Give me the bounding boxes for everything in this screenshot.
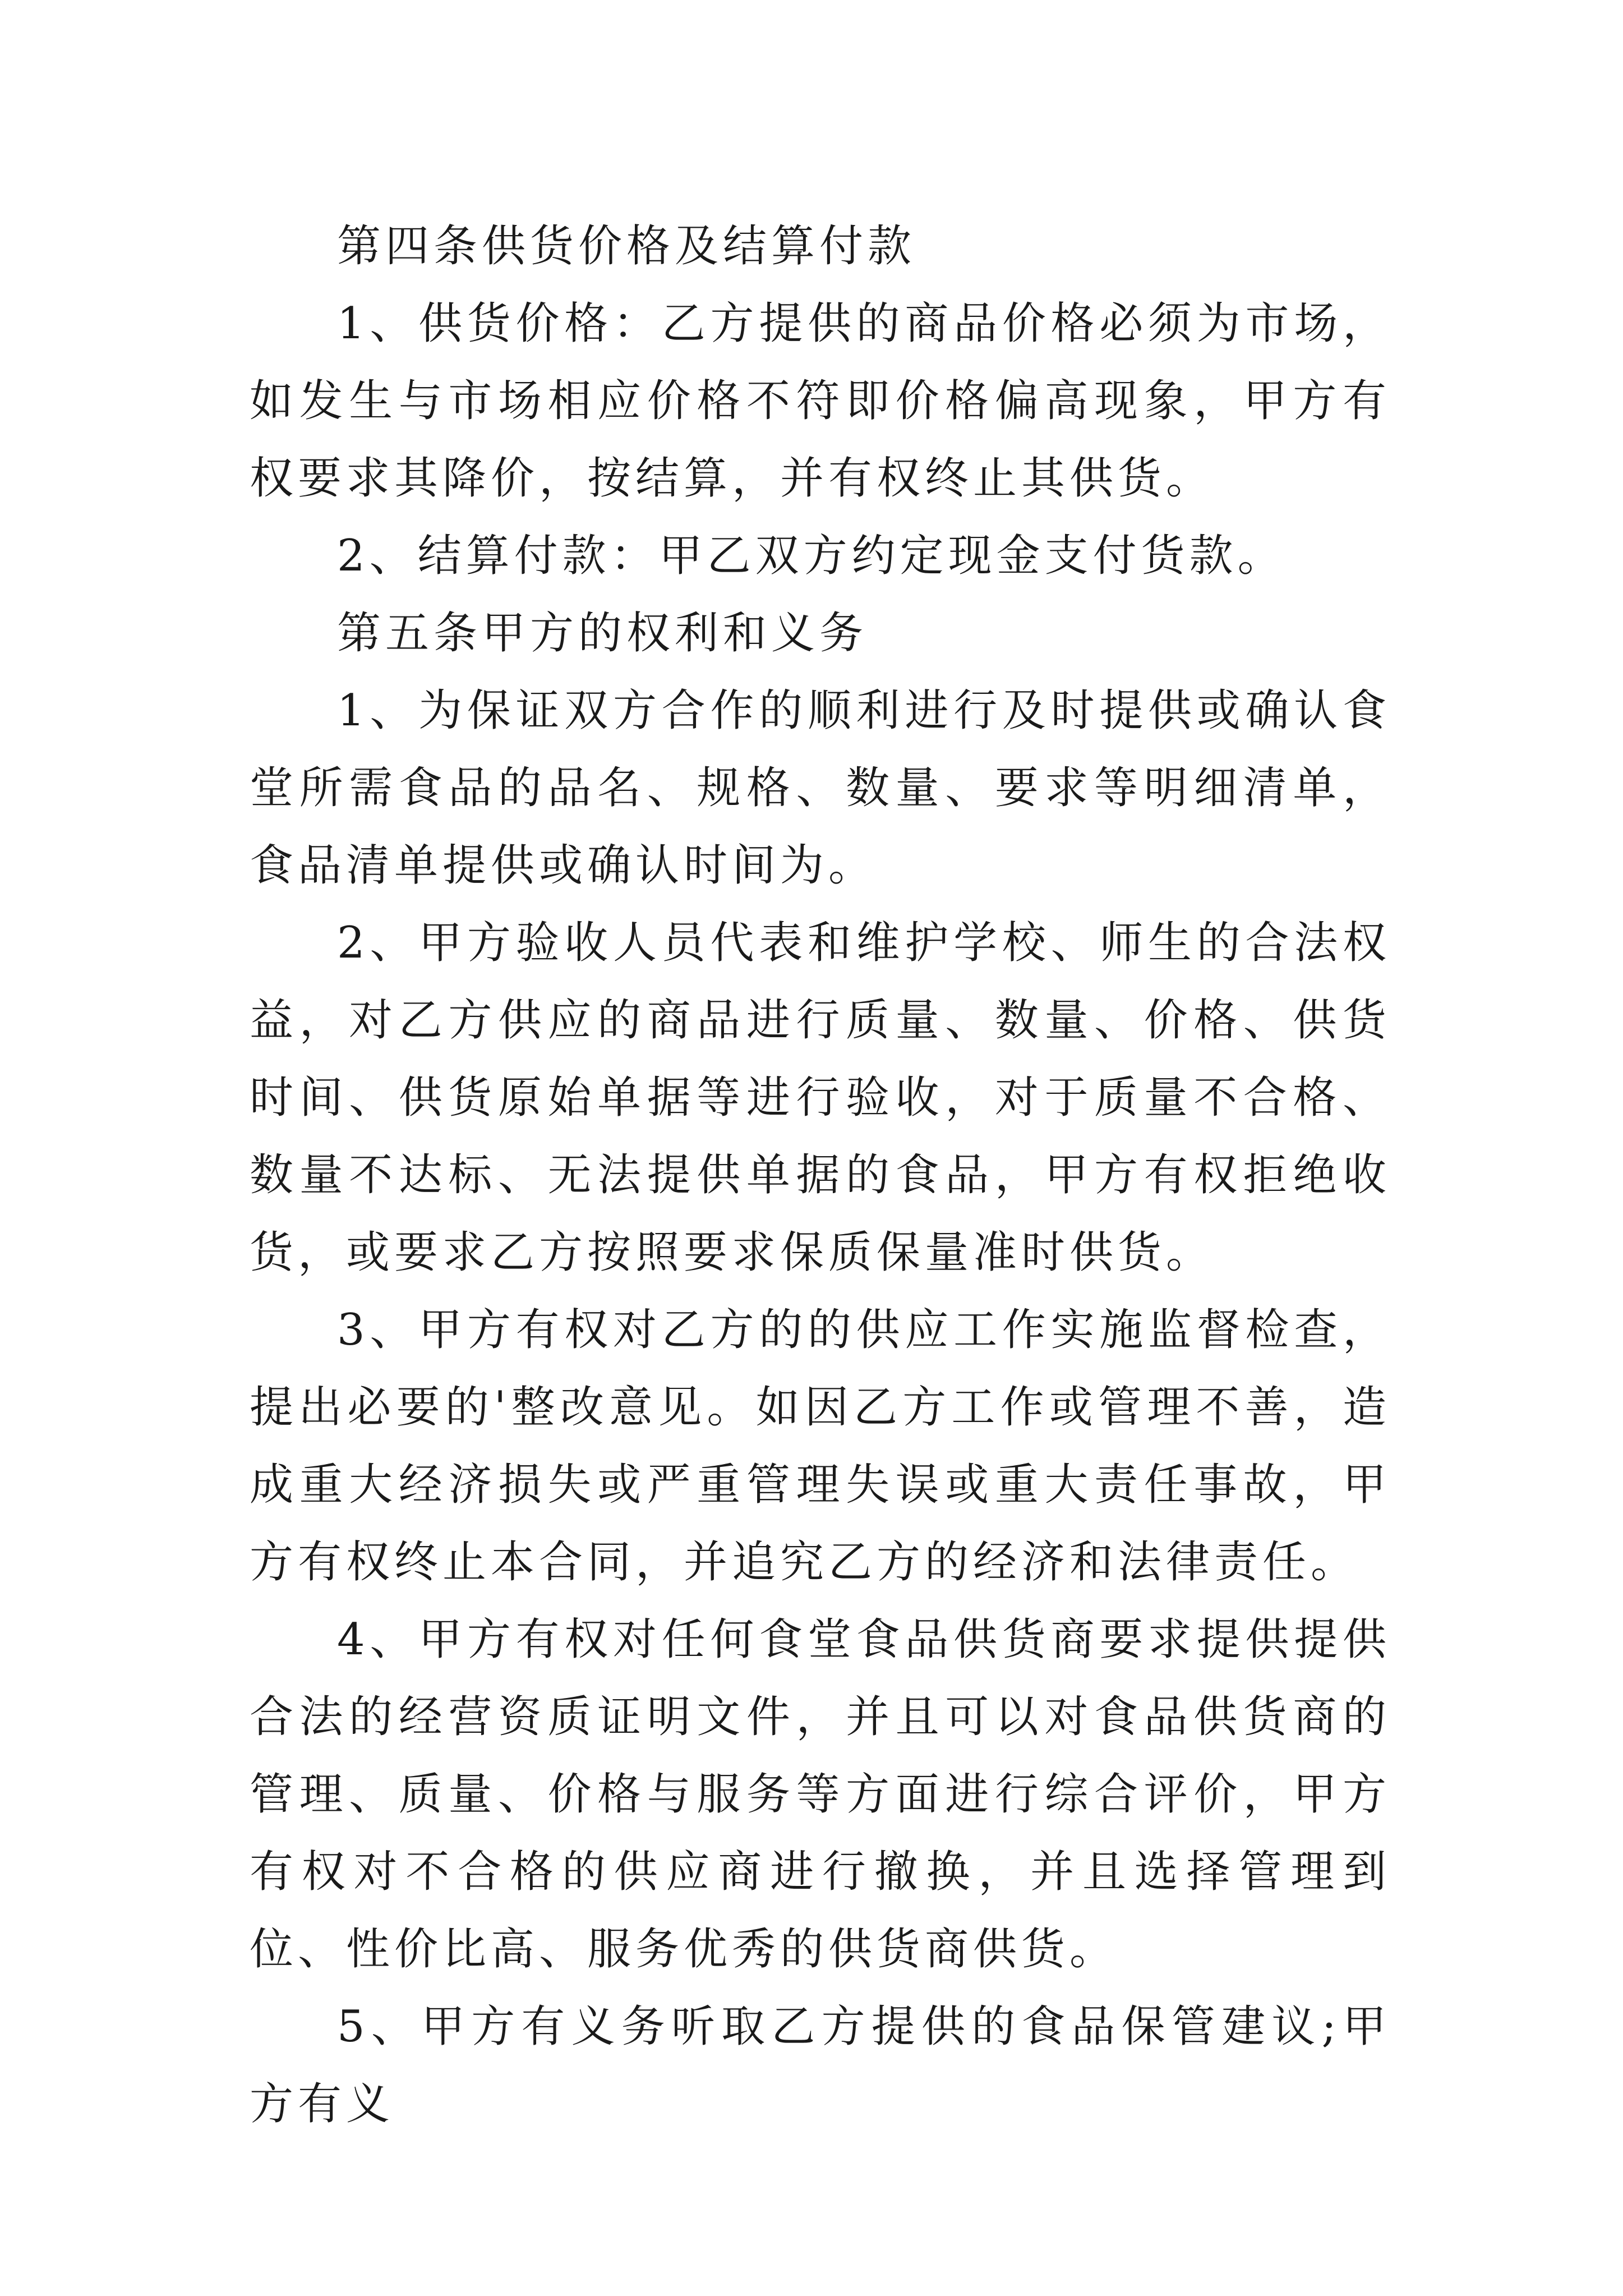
document-body [250, 208, 1391, 2143]
paragraph-party-a-item-1: 1、为保证双方合作的顺利进行及时提供或确认食堂所需食品的品名、规格、数量、要求等明细清单，食品清单提供或确认时间为。 [250, 685, 1391, 891]
paragraph-party-a-item-2: 2、甲方验收人员代表和维护学校、师生的合法权益，对乙方供应的商品进行质量、数量、价格、供货时间、供货原始单据等进行验收，对于质量不合格、数量不达标、无法提供单据的食品，甲方有权拒绝收货，或要求乙方按照要求保质保量准时供货。 [250, 918, 1391, 1278]
section-heading-article-4: 第四条供货价格及结算付款 [337, 221, 916, 272]
section-heading-article-5: 第五条甲方的权利和义务 [337, 608, 868, 659]
paragraph-supply-price: 1、供货价格：乙方提供的商品价格必须为市场，如发生与市场相应价格不符即价格偏高现象，甲方有权要求其降价，按结算，并有权终止其供货。 [250, 298, 1391, 504]
paragraph-settlement-payment: 2、结算付款：甲乙双方约定现金支付货款。 [337, 531, 1286, 581]
paragraph-party-a-item-3: 3、甲方有权对乙方的的供应工作实施监督检查，提出必要的'整改意见。如因乙方工作或管理不善，造成重大经济损失或严重管理失误或重大责任事故，甲方有权终止本合同，并追究乙方的经济和法律责任。 [250, 1305, 1391, 1588]
paragraph-party-a-item-5: 5、甲方有义务听取乙方提供的食品保管建议;甲方有义 [250, 2001, 1391, 2129]
paragraph-party-a-item-4: 4、甲方有权对任何食堂食品供货商要求提供提供合法的经营资质证明文件，并且可以对食品供货商的管理、质量、价格与服务等方面进行综合评价，甲方有权对不合格的供应商进行撤换，并且选择管理到位、性价比高、服务优秀的供货商供货。 [250, 1614, 1391, 1975]
